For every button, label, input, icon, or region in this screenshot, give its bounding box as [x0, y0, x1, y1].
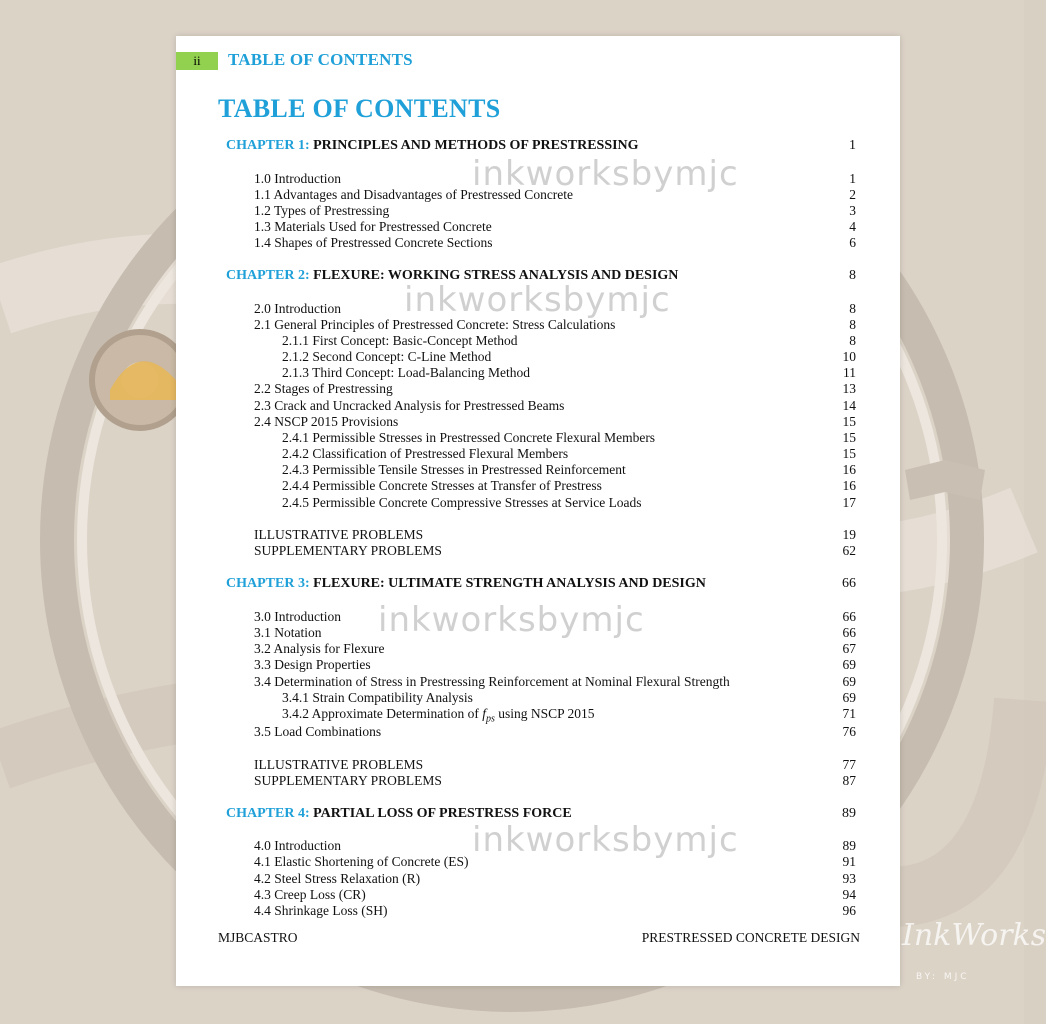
math-subscript: ps — [485, 713, 495, 725]
chapter-4-heading[interactable] — [226, 806, 856, 822]
page-ref: 15 — [842, 430, 856, 445]
footer-book-title: PRESTRESSED CONCRETE DESIGN — [641, 930, 860, 945]
page-ref: 16 — [842, 478, 856, 493]
toc-subentry[interactable] — [282, 349, 856, 365]
entry-label: SUPPLEMENTARY PROBLEMS — [254, 543, 442, 558]
toc-entry[interactable] — [254, 219, 856, 235]
toc-entry[interactable] — [254, 657, 856, 673]
chapter-1-heading[interactable] — [226, 138, 856, 154]
toc-entry[interactable] — [254, 187, 856, 203]
entry-label: 3.4 Determination of Stress in Prestressing Reinforcement at Nominal Flexural Strength — [254, 674, 730, 689]
entry-label: 1.2 Types of Prestressing — [254, 203, 390, 218]
toc-entry[interactable] — [254, 887, 856, 903]
page-ref: 71 — [842, 706, 856, 721]
page-ref: 69 — [842, 690, 856, 705]
entry-label: 2.1 General Principles of Prestressed Concrete: Stress Calculations — [254, 317, 616, 332]
running-header-title: TABLE OF CONTENTS — [228, 50, 413, 69]
toc-subentry[interactable] — [282, 365, 856, 381]
page-number-label: ii — [176, 52, 218, 70]
watermark: inkworksbymjc — [472, 820, 739, 860]
chapter-3-heading[interactable] — [226, 576, 856, 592]
page-ref: 87 — [842, 773, 856, 788]
chapter-title: PRINCIPLES AND METHODS OF PRESTRESSING — [313, 138, 639, 153]
entry-label: 2.1.2 Second Concept: C-Line Method — [282, 349, 492, 364]
toc-entry[interactable] — [254, 903, 856, 919]
entry-label: SUPPLEMENTARY PROBLEMS — [254, 773, 442, 788]
toc-entry[interactable] — [254, 171, 856, 187]
entry-label: 4.1 Elastic Shortening of Concrete (ES) — [254, 854, 469, 869]
toc-entry[interactable] — [254, 871, 856, 887]
entry-label: 4.2 Steel Stress Relaxation (R) — [254, 871, 421, 886]
gear-icon — [92, 332, 188, 428]
toc-subentry[interactable] — [282, 706, 856, 725]
entry-label: 4.4 Shrinkage Loss (SH) — [254, 903, 388, 918]
page-ref: 11 — [843, 365, 856, 380]
entry-label: 2.0 Introduction — [254, 301, 341, 316]
page-ref: 17 — [842, 495, 856, 510]
entry-label: 2.4.4 Permissible Concrete Stresses at Transfer of Prestress — [282, 478, 602, 493]
entry-label: 2.4.1 Permissible Stresses in Prestressed Concrete Flexural Members — [282, 430, 656, 445]
entry-label: 2.1.1 First Concept: Basic-Concept Method — [282, 333, 518, 348]
brand-subtitle: BY: MJC — [916, 972, 970, 982]
page-ref: 15 — [842, 446, 856, 461]
document-page — [176, 36, 900, 986]
toc-entry[interactable] — [254, 757, 856, 773]
entry-label: ILLUSTRATIVE PROBLEMS — [254, 757, 424, 772]
page-ref: 14 — [842, 398, 856, 413]
entry-label: 2.1.3 Third Concept: Load-Balancing Method — [282, 365, 530, 380]
toc-entry[interactable] — [254, 543, 856, 559]
chapter-number: CHAPTER 1: — [226, 138, 310, 153]
toc-subentry[interactable] — [282, 333, 856, 349]
entry-label: 1.4 Shapes of Prestressed Concrete Sections — [254, 235, 493, 250]
entry-label: 1.1 Advantages and Disadvantages of Prestressed Concrete — [254, 187, 574, 202]
entry-label: 3.0 Introduction — [254, 609, 341, 624]
page-ref: 89 — [842, 806, 856, 821]
page-ref: 69 — [842, 674, 856, 689]
page-ref: 1 — [849, 138, 856, 153]
toc-entry[interactable] — [254, 724, 856, 740]
brand-signature: InkWorks — [902, 918, 1046, 953]
toc-subentry[interactable] — [282, 690, 856, 706]
toc-entry[interactable] — [254, 235, 856, 251]
page-title: TABLE OF CONTENTS — [218, 94, 501, 123]
toc-entry[interactable] — [254, 641, 856, 657]
chapter-2-heading[interactable] — [226, 268, 856, 284]
toc-entry[interactable] — [254, 317, 856, 333]
entry-label: 3.4.2 Approximate Determination of — [282, 706, 479, 721]
toc-subentry[interactable] — [282, 462, 856, 478]
toc-entry[interactable] — [254, 609, 856, 625]
math-symbol: f — [482, 706, 486, 721]
watermark: inkworksbymjc — [404, 280, 671, 320]
chapter-title: FLEXURE: WORKING STRESS ANALYSIS AND DESIGN — [313, 268, 679, 283]
page-ref: 15 — [842, 414, 856, 429]
page-ref: 19 — [842, 527, 856, 542]
page-ref: 66 — [842, 625, 856, 640]
page-ref: 93 — [842, 871, 856, 886]
page-ref: 4 — [849, 219, 856, 234]
toc-entry[interactable] — [254, 398, 856, 414]
page-ref: 6 — [849, 235, 856, 250]
page-ref: 67 — [842, 641, 856, 656]
watermark: inkworksbymjc — [472, 154, 739, 194]
toc-entry[interactable] — [254, 674, 856, 690]
page-ref: 10 — [842, 349, 856, 364]
toc-entry[interactable] — [254, 527, 856, 543]
entry-label: 3.3 Design Properties — [254, 657, 371, 672]
entry-label: ILLUSTRATIVE PROBLEMS — [254, 527, 424, 542]
entry-label: 2.4.2 Classification of Prestressed Flexural Members — [282, 446, 569, 461]
entry-label: 4.0 Introduction — [254, 838, 341, 853]
toc-entry[interactable] — [254, 203, 856, 219]
entry-label: 3.1 Notation — [254, 625, 322, 640]
entry-label: 3.4.1 Strain Compatibility Analysis — [282, 690, 473, 705]
toc-entry[interactable] — [254, 773, 856, 789]
page-ref: 96 — [842, 903, 856, 918]
entry-label: 2.4.5 Permissible Concrete Compressive Stresses at Service Loads — [282, 495, 642, 510]
entry-label: 3.5 Load Combinations — [254, 724, 382, 739]
chapter-title: FLEXURE: ULTIMATE STRENGTH ANALYSIS AND DESIGN — [313, 576, 706, 591]
toc-entry[interactable] — [254, 381, 856, 397]
page-ref: 66 — [842, 576, 856, 591]
entry-label-suffix: using NSCP 2015 — [494, 706, 595, 721]
page-ref: 3 — [849, 203, 856, 218]
entry-label: 2.2 Stages of Prestressing — [254, 381, 393, 396]
toc-subentry[interactable] — [282, 430, 856, 446]
page-ref: 16 — [842, 462, 856, 477]
toc-entry[interactable] — [254, 838, 856, 854]
page-ref: 8 — [849, 268, 856, 283]
chapter-number: CHAPTER 3: — [226, 576, 310, 591]
entry-label: 4.3 Creep Loss (CR) — [254, 887, 366, 902]
toc-entry[interactable] — [254, 625, 856, 641]
page-ref: 77 — [842, 757, 856, 772]
toc-entry[interactable] — [254, 854, 856, 870]
page-ref: 69 — [842, 657, 856, 672]
entry-label: 1.3 Materials Used for Prestressed Concrete — [254, 219, 492, 234]
page-ref: 8 — [849, 317, 856, 332]
footer-author: MJBCASTRO — [218, 930, 298, 945]
entry-label: 2.4 NSCP 2015 Provisions — [254, 414, 399, 429]
page-ref: 62 — [842, 543, 856, 558]
entry-label: 2.4.3 Permissible Tensile Stresses in Prestressed Reinforcement — [282, 462, 626, 477]
entry-label: 3.2 Analysis for Flexure — [254, 641, 385, 656]
chapter-title: PARTIAL LOSS OF PRESTRESS FORCE — [313, 806, 572, 821]
watermark: inkworksbymjc — [378, 600, 645, 640]
page-ref: 1 — [849, 171, 856, 186]
page-ref: 8 — [849, 333, 856, 348]
toc-subentry[interactable] — [282, 446, 856, 462]
toc-entry[interactable] — [254, 414, 856, 430]
page-ref: 66 — [842, 609, 856, 624]
page-ref: 2 — [849, 187, 856, 202]
page-ref: 91 — [842, 854, 856, 869]
toc-subentry[interactable] — [282, 495, 856, 511]
toc-subentry[interactable] — [282, 478, 856, 494]
entry-label: 1.0 Introduction — [254, 171, 341, 186]
chapter-number: CHAPTER 4: — [226, 806, 310, 821]
page-ref: 89 — [842, 838, 856, 853]
page-ref: 8 — [849, 301, 856, 316]
chapter-number: CHAPTER 2: — [226, 268, 310, 283]
page-ref: 94 — [842, 887, 856, 902]
page-ref: 76 — [842, 724, 856, 739]
page-ref: 13 — [842, 381, 856, 396]
entry-label: 2.3 Crack and Uncracked Analysis for Prestressed Beams — [254, 398, 565, 413]
toc-entry[interactable] — [254, 301, 856, 317]
